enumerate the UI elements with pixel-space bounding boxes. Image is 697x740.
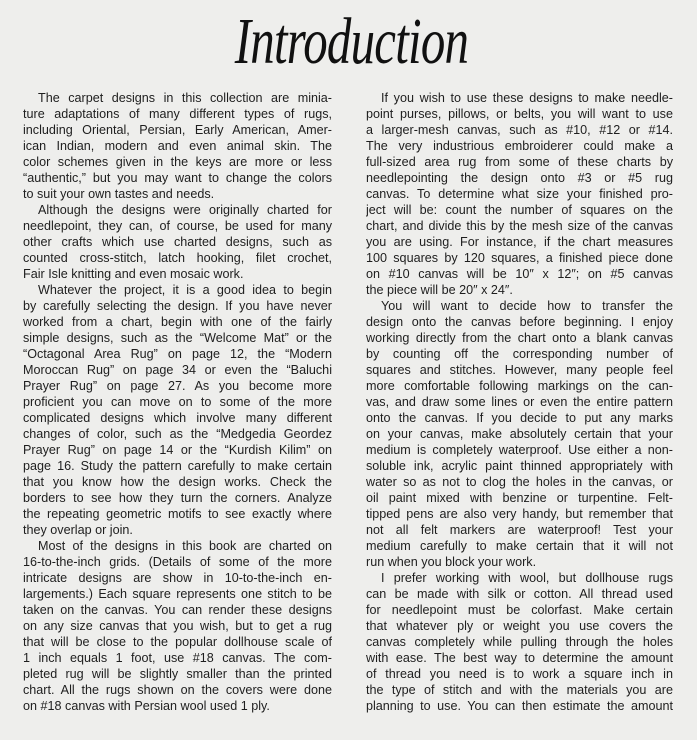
text-line: that whatever ply or weight you use covers the <box>366 619 673 633</box>
text-line: point purses, pillows, or belts, you will want to use <box>366 107 673 121</box>
paragraph <box>23 202 332 282</box>
text-line: tipped pens are also very handy, but remember that <box>366 507 673 521</box>
text-line: ican Indian, modern and even animal skin. The <box>23 139 332 153</box>
text-line: squares and stitches. However, many people feel <box>366 363 673 377</box>
text-line: planning to use. You can then estimate the amount <box>366 699 673 713</box>
text-line: including Oriental, Persian, Early American, Amer- <box>23 123 332 137</box>
text-line: 1 inch equals 1 foot, use #18 canvas. The com- <box>23 651 332 665</box>
text-line: the type of stitch and with the materials you are <box>366 683 673 697</box>
text-line: taken on the canvas. You can render these designs <box>23 603 332 617</box>
text-line: more comfortable following markings on the can- <box>366 379 673 393</box>
text-line: a larger-mesh canvas, such as #10, #12 or #14. <box>366 123 673 137</box>
text-line: Prayer Rug” on page 14 or the “Kurdish Kilim” on <box>23 443 332 457</box>
text-line: canvas completely while pulling through the holes <box>366 635 673 649</box>
text-line: canvas. To determine what size your finished pro- <box>366 187 673 201</box>
text-line: ject will be: count the number of squares on the <box>366 203 673 217</box>
text-line: color schemes given in the keys are more or less <box>23 155 332 169</box>
text-line: the repeating geometric motifs to see exactly where <box>23 507 332 521</box>
text-line: that you know how the design works. Check the <box>23 475 332 489</box>
text-line: “authentic,” but you may want to change the colors <box>23 171 332 185</box>
text-line: the piece will be 20″ x 24″. <box>366 283 513 297</box>
text-line: intricate designs are show in 10-to-the-inch en- <box>23 571 332 585</box>
text-line: on #18 canvas with Persian wool used 1 ply. <box>23 699 270 713</box>
text-line: chart. All the rugs shown on the covers were done <box>23 683 332 697</box>
text-line: Most of the designs in this book are charted on <box>38 539 332 553</box>
text-line: Although the designs were originally charted for <box>38 203 332 217</box>
text-line: run when you block your work. <box>366 555 537 569</box>
text-line: You will want to decide how to transfer the <box>381 299 673 313</box>
text-line: proficient you can move on to some of the more <box>23 395 332 409</box>
text-line: If you wish to use these designs to make needle- <box>381 91 673 105</box>
text-line: with ease. The best way to determine the amount <box>366 651 673 665</box>
text-line: by counting off the corresponding number of <box>366 347 673 361</box>
text-line: complicated designs which involve many different <box>23 411 332 425</box>
text-line: counted cross-stitch, latch hooking, filet crochet, <box>23 251 332 265</box>
paragraph <box>23 538 332 714</box>
text-line: worked from a chart, begin with one of the fairly <box>23 315 332 329</box>
text-line: “Octagonal Area Rug” on page 12, the “Modern <box>23 347 332 361</box>
text-line: to suit your own tastes and needs. <box>23 187 215 201</box>
text-line: needlepoint, they can, of course, be used for many <box>23 219 332 233</box>
paragraph <box>366 90 673 298</box>
text-line: The carpet designs in this collection are minia- <box>38 91 332 105</box>
text-line: of thread you need is to work a square inch in <box>366 667 673 681</box>
text-line: they overlap or join. <box>23 523 133 537</box>
text-line: Moroccan Rug” on page 34 or even the “Baluchi <box>23 363 332 377</box>
text-line: The very industrious embroiderer could make a <box>366 139 673 153</box>
text-line: can be made with silk or cotton. All thread used <box>366 587 673 601</box>
text-line: 16-to-the-inch grids. (Details of some of the more <box>23 555 332 569</box>
text-line: needlepointing the design onto #3 or #5 rug <box>366 171 673 185</box>
text-line: changes of color, such as the “Medgedia Geordez <box>23 427 332 441</box>
text-line: onto the canvas. If you decide to put any marks <box>366 411 673 425</box>
text-line: working directly from the chart onto a blank canvas <box>366 331 673 345</box>
paragraph <box>23 90 332 202</box>
text-line: design onto the canvas before beginning. I enjoy <box>366 315 673 329</box>
text-line: medium carefully to make certain that it will not <box>366 539 673 553</box>
text-line: 100 squares by 120 squares, a finished piece done <box>366 251 673 265</box>
text-line: by carefully selecting the design. If you have never <box>23 299 332 313</box>
text-line: largements.) Each square represents one stitch to be <box>23 587 332 601</box>
text-line: medium is completely waterproof. Use either a non- <box>366 443 673 457</box>
paragraph <box>23 282 332 538</box>
text-line: on #10 canvas will be 10″ x 12″; on #5 canvas <box>366 267 673 281</box>
text-line: soluble ink, acrylic paint thinned appropriately with <box>366 459 673 473</box>
right-column <box>366 90 673 714</box>
text-line: you are using. For instance, if the chart measures <box>366 235 673 249</box>
text-line: Fair Isle knitting and even mosaic work. <box>23 267 244 281</box>
left-column <box>23 90 332 714</box>
text-line: on your canvas, make absolutely certain that your <box>366 427 673 441</box>
text-line: oil paint mixed with benzine or turpentine. Felt- <box>366 491 673 505</box>
text-line: full-sized area rug from some of these charts by <box>366 155 673 169</box>
text-line: other crafts which use charted designs, such as <box>23 235 332 249</box>
text-line: Prayer Rug” on page 27. As you become more <box>23 379 332 393</box>
text-line: borders to see how they turn the corners. Analyze <box>23 491 332 505</box>
text-line: vas, and draw some lines or even the entire pattern <box>366 395 673 409</box>
text-line: for needlepoint must be colorfast. Make certain <box>366 603 673 617</box>
paragraph <box>366 570 673 714</box>
page-title: Introduction <box>234 5 469 78</box>
text-line: page 16. Study the pattern carefully to make certain <box>23 459 332 473</box>
text-line: pleted rug will be slightly smaller than the printed <box>23 667 332 681</box>
paragraph <box>366 298 673 570</box>
text-line: not all felt markers are waterproof! Test your <box>366 523 673 537</box>
text-line: Whatever the project, it is a good idea to begin <box>38 283 332 297</box>
text-line: chart, and divide this by the mesh size of the canvas <box>366 219 673 233</box>
text-line: simple designs, such as the “Welcome Mat” or the <box>23 331 332 345</box>
text-line: on any size canvas that you wish, but to get a rug <box>23 619 332 633</box>
text-line: water so as not to clog the holes in the canvas, or <box>366 475 673 489</box>
text-line: ture adaptations of many different types of rugs, <box>23 107 332 121</box>
text-line: that will be close to the popular dollhouse scale of <box>23 635 332 649</box>
text-line: I prefer working with wool, but dollhouse rugs <box>381 571 673 585</box>
